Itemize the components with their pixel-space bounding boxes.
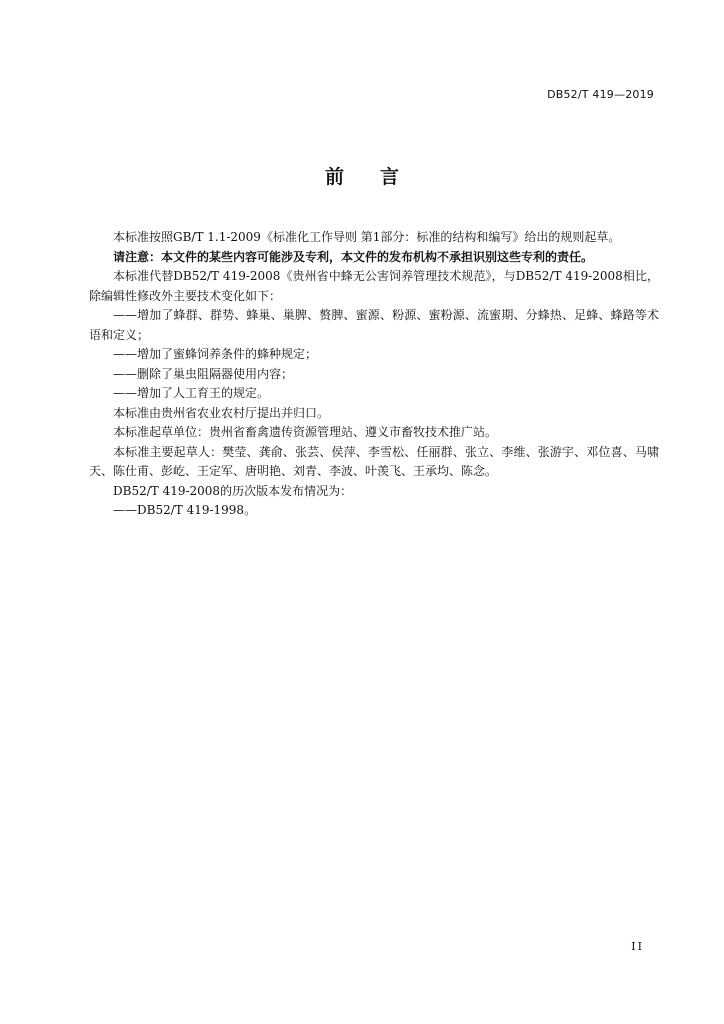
paragraph-proposer: 本标准由贵州省农业农村厅提出并归口。	[113, 405, 330, 420]
paragraph-drafters: 本标准主要起草人：樊莹、龚俞、张芸、侯萍、李雪松、任丽群、张立、李维、张游宇、邓位喜、马啸天、陈仕甫、彭屹、王定军、唐明艳、刘青、李波、叶羡飞、王承均、陈念。	[89, 444, 659, 478]
foreword-body	[89, 228, 659, 521]
paragraph-patent-notice: 请注意：本文件的某些内容可能涉及专利，本文件的发布机构不承担识别这些专利的责任。	[113, 249, 594, 264]
paragraph-drafting-rules: 本标准按照GB/T 1.1-2009《标准化工作导则 第1部分：标准的结构和编写》给出的规则起草。	[113, 230, 621, 244]
change-item-terms: ——增加了蜂群、群势、蜂巢、巢脾、赘脾、蜜源、粉源、蜜粉源、流蜜期、分蜂热、足蜂、蜂路等术语和定义；	[89, 308, 659, 342]
change-item-queen-rearing: ——增加了人工育王的规定。	[113, 386, 270, 400]
document-code: DB52/T 419—2019	[547, 88, 654, 101]
page-number: II	[631, 940, 644, 953]
change-item-species: ——增加了蜜蜂饲养条件的蜂种规定；	[113, 347, 318, 361]
paragraph-replacement-statement: 本标准代替DB52/T 419-2008《贵州省中蜂无公害饲养管理技术规范》，与DB52/T 419-2008相比，除编辑性修改外主要技术变化如下：	[89, 269, 659, 303]
page-title: 前言	[324, 166, 435, 188]
version-history-item: ——DB52/T 419-1998。	[113, 503, 257, 517]
change-item-removed: ——删除了巢虫阻隔器使用内容；	[113, 366, 294, 381]
paragraph-drafting-units: 本标准起草单位：贵州省畜禽遗传资源管理站、遵义市畜牧技术推广站。	[113, 425, 498, 439]
paragraph-version-history: DB52/T 419-2008的历次版本发布情况为：	[113, 483, 353, 498]
